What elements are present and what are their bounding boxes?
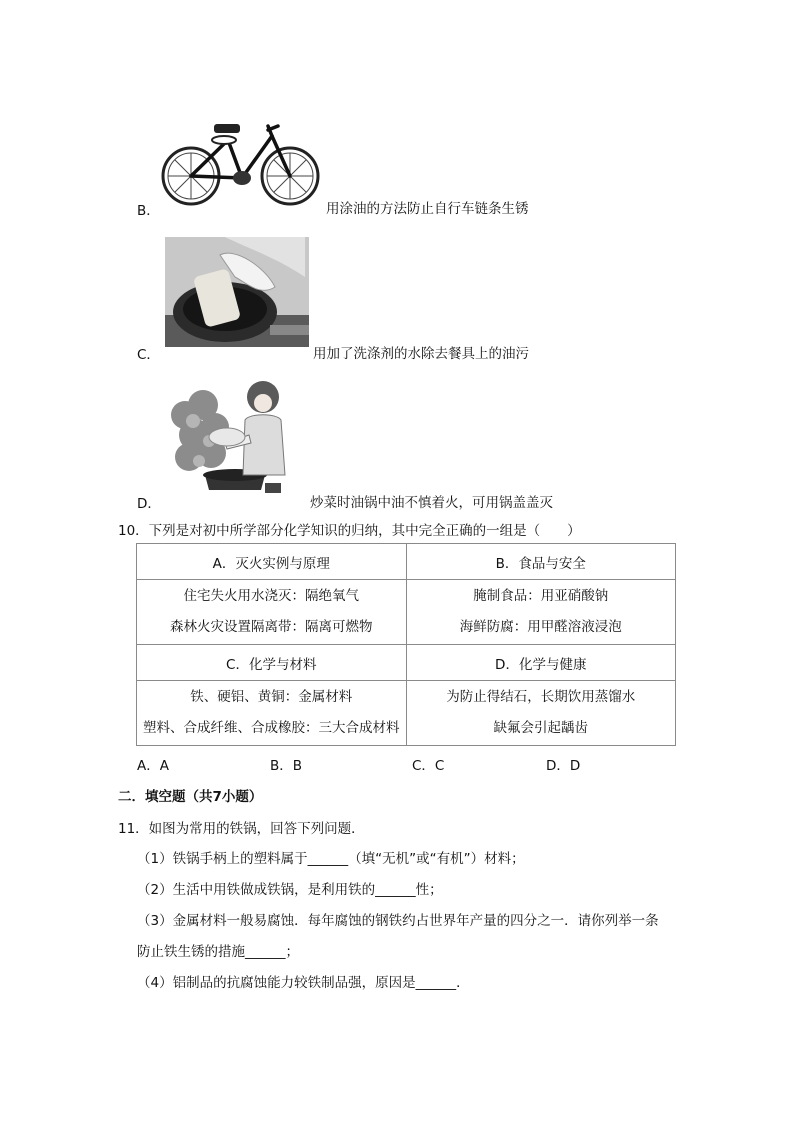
option-letter: C． bbox=[137, 347, 160, 363]
table-line: 海鲜防腐：用甲醛溶液浸泡 bbox=[459, 619, 622, 635]
table-line: 森林火灾设置隔离带：隔离可燃物 bbox=[170, 619, 373, 635]
question-11-part: （1）铁锅手柄上的塑料属于______（填“无机”或“有机”）材料； bbox=[137, 851, 525, 867]
question-11-part: （4）铝制品的抗腐蚀能力较铁制品强，原因是______． bbox=[137, 975, 470, 991]
table-line: 塑料、合成纤维、合成橡胶：三大合成材料 bbox=[143, 720, 400, 736]
question-10-stem: 10．下列是对初中所学部分化学知识的归纳，其中完全正确的一组是（ ） bbox=[118, 523, 581, 539]
option-text: 用涂油的方法防止自行车链条生锈 bbox=[326, 201, 529, 217]
table-line: 为防止得结石，长期饮用蒸馏水 bbox=[446, 689, 636, 705]
answer-choice[interactable]: C．C bbox=[412, 758, 445, 774]
answer-choice[interactable]: A．A bbox=[137, 758, 169, 774]
table-cell-title: C．化学与材料 bbox=[137, 645, 407, 681]
question-11-stem: 11．如图为常用的铁锅，回答下列问题． bbox=[118, 821, 365, 837]
option-text: 炒菜时油锅中油不慎着火，可用锅盖盖灭 bbox=[310, 495, 553, 511]
question-11-part: （2）生活中用铁做成铁锅，是利用铁的______性； bbox=[137, 882, 443, 898]
section-title: 二．填空题（共7小题） bbox=[118, 789, 263, 805]
answer-choice[interactable]: D．D bbox=[546, 758, 581, 774]
option-letter: B． bbox=[137, 203, 160, 219]
question-11-part: 防止铁生锈的措施______； bbox=[137, 944, 299, 960]
table-line: 铁、硬铝、黄铜：金属材料 bbox=[190, 689, 353, 705]
question-11-part: （3）金属材料一般易腐蚀．每年腐蚀的钢铁约占世界年产量的四分之一．请你列举一条 bbox=[137, 913, 659, 929]
table-cell-title: A．灭火实例与原理 bbox=[137, 544, 407, 580]
table-cell-content bbox=[137, 580, 407, 645]
table-line: 腌制食品：用亚硝酸钠 bbox=[473, 588, 609, 604]
bicycle-image bbox=[160, 118, 322, 208]
table-cell-title: B．食品与安全 bbox=[406, 544, 676, 580]
cooking-fire-image bbox=[165, 375, 305, 500]
table-line: 住宅失火用水浇灭：隔绝氧气 bbox=[183, 588, 359, 604]
knowledge-table bbox=[136, 543, 676, 746]
table-line: 缺氟会引起龋齿 bbox=[493, 720, 588, 736]
table-cell-content bbox=[406, 580, 676, 645]
option-letter: D． bbox=[137, 496, 161, 512]
option-text: 用加了洗涤剂的水除去餐具上的油污 bbox=[313, 346, 529, 362]
table-cell-title: D．化学与健康 bbox=[406, 645, 676, 681]
table-cell-content bbox=[406, 681, 676, 746]
dish-washing-image bbox=[165, 237, 309, 347]
answer-choice[interactable]: B．B bbox=[270, 758, 303, 774]
table-cell-content bbox=[137, 681, 407, 746]
